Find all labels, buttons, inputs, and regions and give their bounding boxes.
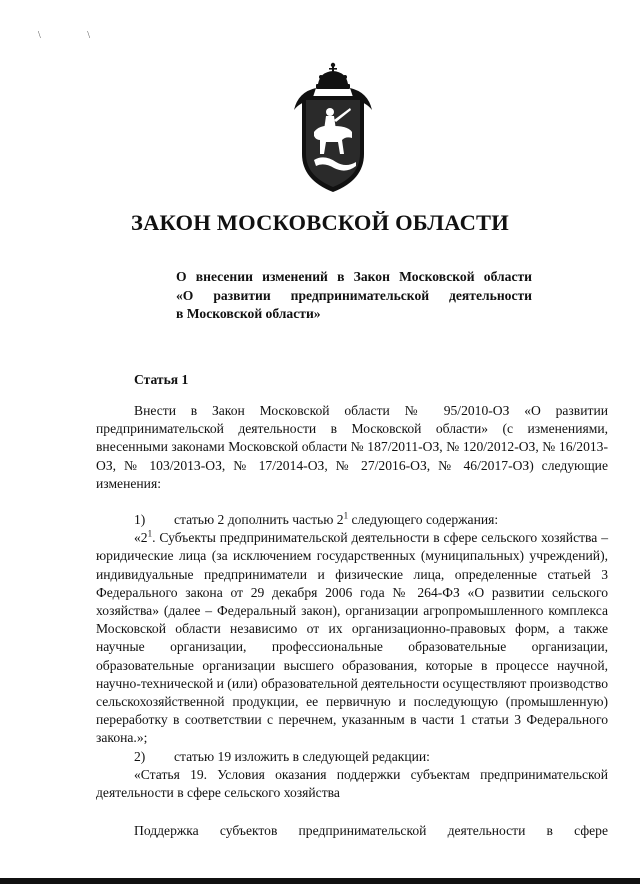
quoted-part-2-1 [96,529,608,747]
law-subtitle [176,268,532,324]
item-text: статью 19 изложить в следующей редакции: [174,748,430,764]
item-1 [96,511,608,529]
scan-marks: \ \ [38,30,113,41]
item-number: 2) [134,748,146,764]
subtitle-line: «О развитии предпринимательской деятельности [176,287,532,303]
quote-text: . Субъекты предпринимательской деятельности в сфере сельского хозяйства – юридические лица (за исключением государственных (муниципальных) учреждений), индивидуальные предприниматели и физические лица, определенные статьей 3 Федерального закона от 29 декабря 2006 года № 264-ФЗ «О развитии сельского хозяйства» (далее – Федеральный закон), организации агропромышленного комплекса Московской области независимо от их организационно-правовых форм, а также научные организации, профессиональные образовательные организации, образовательные организации высшего образования, которые в процессе научной, научно-технической и (или) образовательной деятельности осуществляют производство сельскохозяйственной продукции, ее первичную и последующую (промышленную) переработку в соответствии с перечнем, указанным в части 1 статьи 3 Федерального закона.»; [96,530,608,746]
superscript: 1 [147,528,153,539]
document-body [96,402,608,840]
subtitle-line: в Московской области» [176,306,321,321]
superscript: 1 [343,510,349,521]
intro-paragraph: Внести в Закон Московской области № 95/2010-ОЗ «О развитии предпринимательской деятельности в Московской области» (с изменениями, внесенными законами Московской области № 187/2011-ОЗ, № 120/2012-ОЗ, № 16/2013-ОЗ, № 103/2013-ОЗ, № 17/2014-ОЗ, № 27/2016-ОЗ, № 46/2017-ОЗ) следующие изменения: [96,403,608,491]
item-2 [96,748,608,766]
last-paragraph: Поддержка субъектов предпринимательской деятельности в сфере [134,823,608,839]
item-text: статью 2 дополнить частью 2 [174,512,344,528]
scan-bottom-edge [0,878,640,884]
quote-open: «2 [134,530,148,546]
item-number: 1) [134,512,146,528]
subtitle-line: О внесении изменений в Закон Московской области [176,269,532,284]
quoted-article-19: «Статья 19. Условия оказания поддержки субъектам предпринимательской деятельности в сфере сельского хозяйства [96,766,608,801]
article-heading: Статья 1 [134,372,189,387]
item-text: следующего содержания: [348,512,499,528]
moscow-oblast-coat-of-arms-icon [290,62,376,196]
law-title: ЗАКОН МОСКОВСКОЙ ОБЛАСТИ [131,210,509,235]
